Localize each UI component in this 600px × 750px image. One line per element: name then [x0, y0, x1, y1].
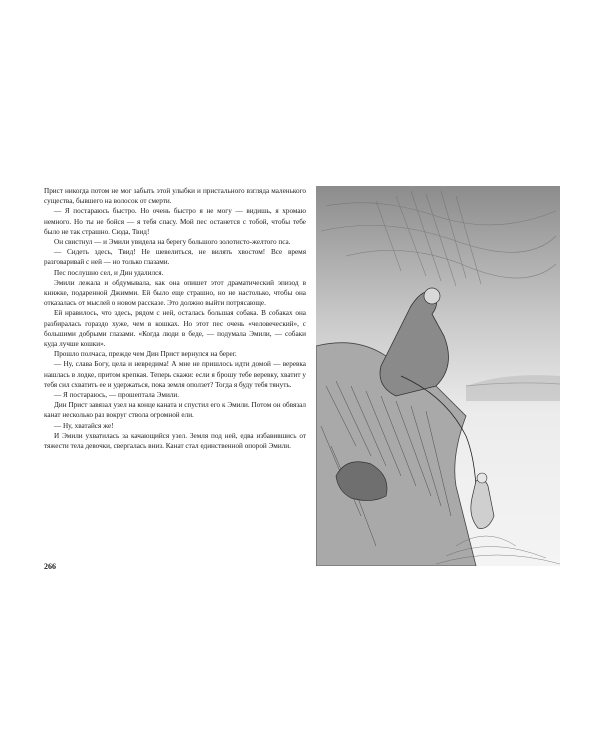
paragraph: Он свистнул — и Эмили увидела на берегу большого золотисто-желтого пса.	[54, 238, 291, 247]
paragraph: — Я постараюсь быстро. Но очень быстро я не могу — видишь, я хромаю немного. Но ты не бойся — я тебя спасу. Мой пес останется с тобой, чтобы тебе было не так страшно. Сюда, Твид!	[44, 207, 306, 236]
pencil-illustration	[316, 186, 560, 566]
paragraph: — Я постараюсь, — прошептала Эмили.	[54, 391, 180, 400]
man-head	[424, 288, 440, 304]
paragraph: Прист никогда потом не мог забыть этой улыбки и пристального взгляда маленького существа, бывшего на волосок от смерти.	[44, 187, 306, 206]
paragraph: Пес послушно сел, и Дин удалился.	[54, 268, 164, 277]
paragraph: Ей нравилось, что здесь, рядом с ней, осталась большая собака. В собаках она разбиралась гораздо хуже, чем в кошках. Но этот пес очень «человеческий», с большими добрыми глазами. «Когда люди в беде, — подумала Эмили, — собаки куда лучше кошки».	[44, 309, 306, 349]
girl-head	[477, 473, 487, 483]
text-column	[44, 186, 306, 451]
illustration-drawing	[316, 186, 560, 566]
paragraph: Прошло полчаса, прежде чем Дин Прист вернулся на берег.	[54, 350, 237, 359]
paragraph: И Эмили ухватилась за качающийся узел. Земля под ней, едва избавившись от тяжести тела девочки, свергалась вниз. Канат стал единственной опорой Эмили.	[44, 431, 306, 451]
paragraph: Эмили лежала и обдумывала, как она опишет этот драматический эпизод в книжке, подаренной Джимми. Ей было еще страшно, но не настолько, чтобы она отказалась от мыслей о новом рассказе. Это должно выйти потрясающе.	[44, 278, 306, 308]
paragraph: — Ну, хватайся же!	[54, 421, 114, 430]
paragraph: — Сидеть здесь, Твид! Не шевелиться, не вилять хвостом! Все время разговаривай с ней — но только глазами.	[44, 248, 306, 267]
paragraph: Дин Прист завязал узел на конце каната и спустил его к Эмили. Потом он обвязал канат несколько раз вокруг ствола огромной ели.	[44, 401, 306, 420]
page-number: 266	[44, 562, 56, 571]
paragraph: — Ну, слава Богу, цела и невредима! А мне не пришлось идти домой — веревка нашлась в лодке, притом крепкая. Теперь скажи: если я брошу тебе веревку, хватит у тебя сил схватить ее и удержаться, пока земля оползет? Тогда я буду тебя тянуть.	[44, 360, 306, 389]
